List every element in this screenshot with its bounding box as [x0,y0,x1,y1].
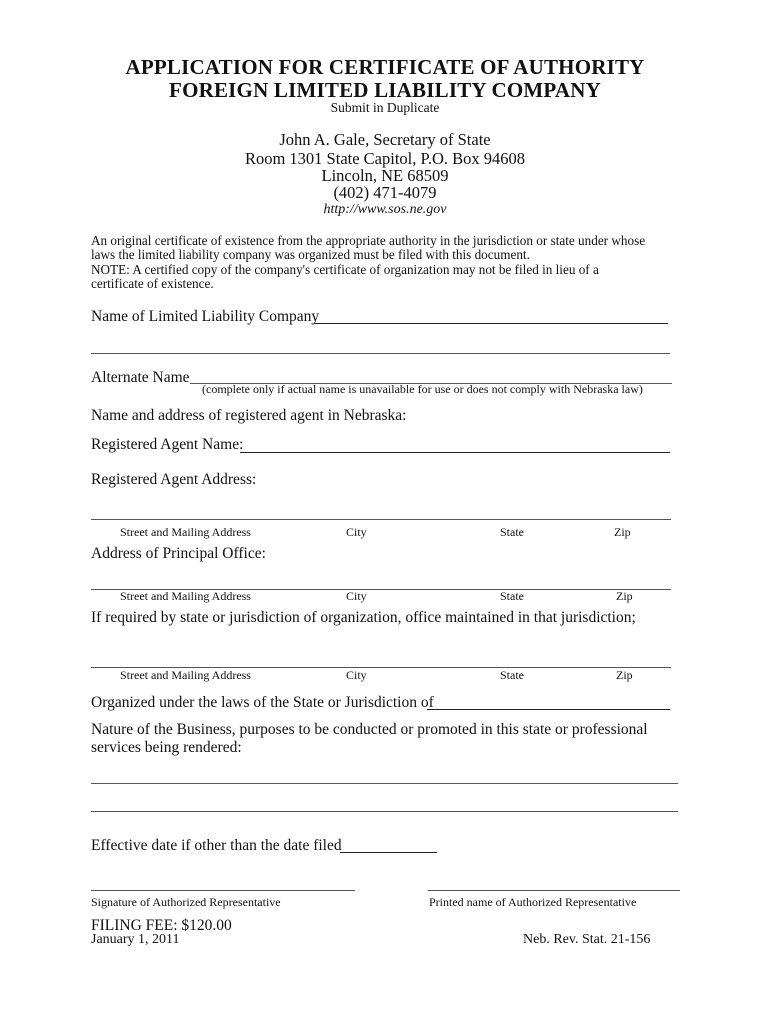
organized-line[interactable] [427,709,670,710]
nature-line-1[interactable] [91,783,678,784]
signature-label: Signature of Authorized Representative [91,895,281,909]
principal-office-label: Address of Principal Office: [91,545,266,562]
nature-label-line1: Nature of the Business, purposes to be conducted or promoted in this state or professional [91,721,648,738]
form-title-line2: FOREIGN LIMITED LIABILITY COMPANY [169,78,601,102]
printed-name-label: Printed name of Authorized Representative [429,895,637,909]
alternate-name-label: Alternate Name [91,369,190,386]
principal-office-zip-caption: Zip [616,589,633,603]
nature-line-2[interactable] [91,811,678,812]
filing-fee: FILING FEE: $120.00 [91,917,232,934]
agent-name-line[interactable] [240,452,670,453]
intro-line3: NOTE: A certified copy of the company's certificate of organization may not be filed in lieu of a [91,262,599,277]
office-url[interactable]: http://www.sos.ne.gov [323,202,447,217]
intro-line1: An original certificate of existence from the appropriate authority in the jurisdiction or state under whose [91,233,646,248]
printed-name-line[interactable] [428,890,680,891]
agent-address-zip-caption: Zip [614,525,631,539]
agent-address-line[interactable] [91,519,671,520]
effective-date-line[interactable] [340,852,437,853]
intro-line4: certificate of existence. [91,276,214,291]
signature-line[interactable] [91,890,355,891]
agent-address-state-caption: State [500,525,524,539]
company-name-line-2[interactable] [91,353,670,354]
jurisdiction-office-label: If required by state or jurisdiction of organization, office maintained in that jurisdiction; [91,609,636,626]
office-city: Lincoln, NE 68509 [321,166,449,185]
jurisdiction-office-city-caption: City [346,668,367,682]
agent-name-label: Registered Agent Name: [91,436,244,453]
agent-heading: Name and address of registered agent in Nebraska: [91,407,407,424]
jurisdiction-office-street-caption: Street and Mailing Address [120,668,251,682]
office-phone: (402) 471-4079 [333,183,437,202]
organized-label: Organized under the laws of the State or Jurisdiction of [91,694,434,711]
principal-office-city-caption: City [346,589,367,603]
agent-address-street-caption: Street and Mailing Address [120,525,251,539]
jurisdiction-office-state-caption: State [500,668,524,682]
agent-address-label: Registered Agent Address: [91,471,257,488]
jurisdiction-office-zip-caption: Zip [616,668,633,682]
intro-line2: laws the limited liability company was organized must be filed with this document. [91,247,530,262]
form-title-line1: APPLICATION FOR CERTIFICATE OF AUTHORITY [125,55,645,79]
company-name-label: Name of Limited Liability Company [91,308,320,325]
nature-label-line2: services being rendered: [91,739,242,756]
statute-reference: Neb. Rev. Stat. 21-156 [523,932,651,947]
office-name: John A. Gale, Secretary of State [279,130,491,149]
effective-date-label: Effective date if other than the date filed [91,837,342,854]
principal-office-state-caption: State [500,589,524,603]
agent-address-city-caption: City [346,525,367,539]
office-street: Room 1301 State Capitol, P.O. Box 94608 [244,149,526,168]
principal-office-street-caption: Street and Mailing Address [120,589,251,603]
alternate-name-note: (complete only if actual name is unavailable for use or does not comply with Nebraska law) [202,382,643,396]
revision-date: January 1, 2011 [91,932,180,947]
submit-note: Submit in Duplicate [330,100,440,115]
company-name-line[interactable] [314,323,668,324]
